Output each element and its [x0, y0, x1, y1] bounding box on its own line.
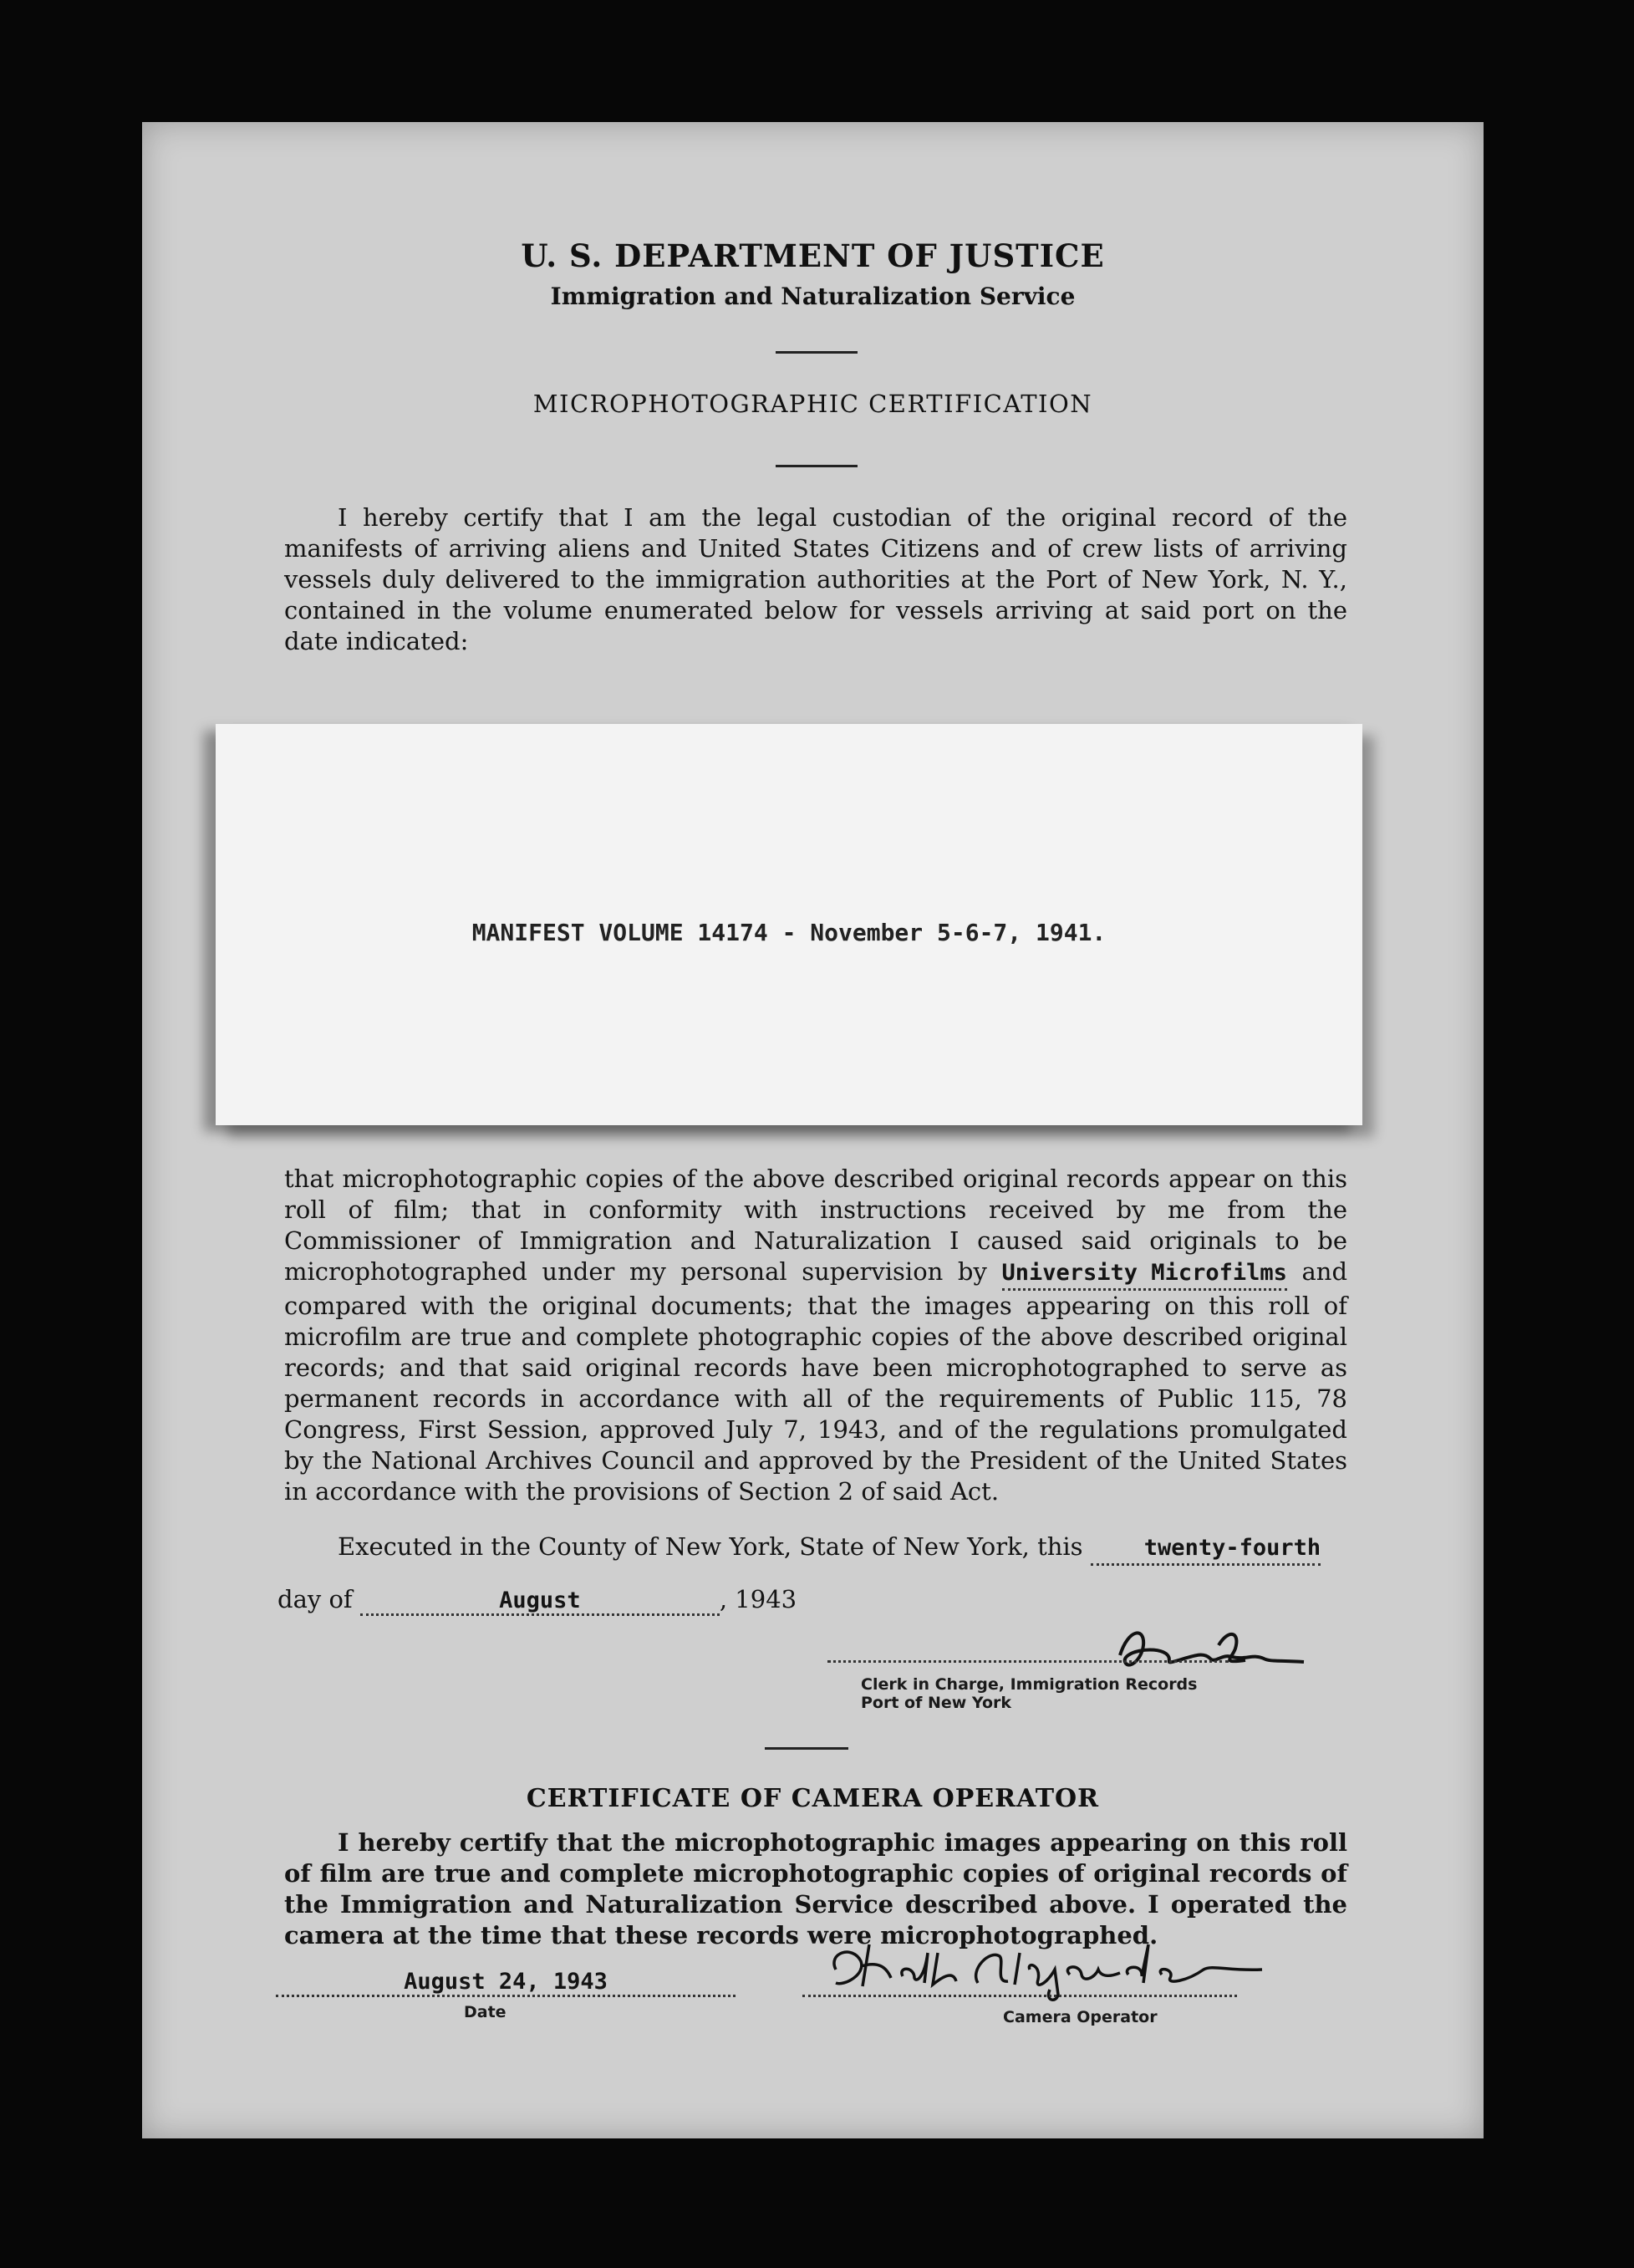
camera-operator-signature [811, 1936, 1279, 2003]
operator-date-field [276, 1966, 736, 1997]
service-subheading: Immigration and Naturalization Service [550, 283, 1076, 310]
manifest-label-card [216, 724, 1362, 1125]
department-heading: U. S. DEPARTMENT OF JUSTICE [521, 237, 1105, 274]
camera-certificate-paragraph: I hereby certify that the microphotographic images appearing on this roll of film are true and complete microphotographic copies of original records of the Immigration and Naturalization Service described above. I operated the camera at the time that these records were microphotographed. [284, 1828, 1347, 1949]
execution-text: Executed in the County of New York, State of New York, this [338, 1532, 1083, 1561]
manifest-volume-label: MANIFEST VOLUME 14174 - November 5-6-7, 1941. [471, 919, 1107, 946]
execution-month: August [360, 1588, 720, 1616]
execution-day: twenty-fourth [1091, 1532, 1321, 1566]
execution-line [284, 1532, 1347, 1566]
divider [776, 351, 858, 354]
camera-certificate-title: CERTIFICATE OF CAMERA OPERATOR [526, 1784, 1100, 1813]
day-of-line [277, 1585, 797, 1616]
intro-paragraph: I hereby certify that I am the legal custodian of the original record of the manifests of arriving aliens and United States Citizens and of crew lists of arriving vessels duly delivered to the immigration authorities at the Port of New York, N. Y., contained in the volume enumerated below for vessels arriving at said port on the date indicated: [284, 503, 1347, 655]
operator-signature-line [802, 1995, 1237, 1997]
certification-title: MICROPHOTOGRAPHIC CERTIFICATION [532, 390, 1093, 418]
operator-date-value: August 24, 1943 [404, 1969, 608, 1995]
company-name: University Microfilms [1002, 1257, 1287, 1291]
body-paragraph [284, 1164, 1347, 1507]
divider [765, 1747, 848, 1750]
clerk-signature-line [827, 1660, 1229, 1663]
clerk-title [861, 1675, 1197, 1712]
execution-year: , 1943 [719, 1585, 797, 1613]
camera-operator-label: Camera Operator [1003, 2008, 1158, 2026]
certificate-page [142, 122, 1484, 2138]
divider [776, 465, 858, 467]
clerk-title-line1: Clerk in Charge, Immigration Records [861, 1675, 1198, 1694]
body-text-before: that microphotographic copies of the above described original records appear on this roll of film; that in conformity with instructions received by me from the Commissioner of Immigration and Naturalization I caused said originals to be microphotographed under my personal supervision by [284, 1165, 1347, 1286]
clerk-title-line2: Port of New York [861, 1694, 1012, 1712]
date-label: Date [464, 2003, 506, 2021]
day-of-label: day of [277, 1585, 353, 1613]
body-text-after: and compared with the original documents; that the images appearing on this roll of microfilm are true and complete photographic copies of the above described original records; and that said original records have been microphotographed to serve as permanent records in accordance with all of the requirements of Public 115, 78 Congress, First Session, approved July 7, 1943, and of the regulations promulgated by the National Archives Council and approved by the President of the United States in accordance with the provisions of Section 2 of said Act. [284, 1257, 1348, 1506]
